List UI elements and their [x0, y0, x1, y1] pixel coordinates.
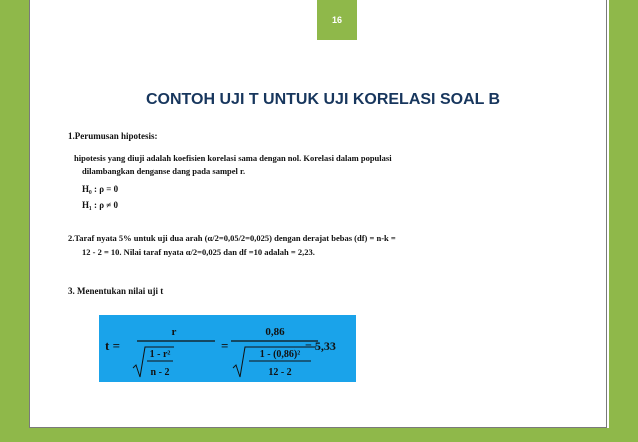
section2-line2: 12 - 2 = 10. Nilai taraf nyata α/2=0,025 dan df =10 adalah = 2,23.	[82, 247, 315, 257]
hypothesis-h0: H₀ : ρ = 0	[82, 184, 119, 194]
section2-line1: 2.Taraf nyata 5% untuk uji dua arah (α/2=0,05/2=0,025) dengan derajat bebas (df) = n-k =	[68, 233, 396, 243]
section1-line2: dilambangkan denganse dang pada sampel r.	[82, 166, 246, 176]
formula-denominator-symbol-bottom: n - 2	[150, 367, 170, 378]
hypothesis-h1: H₁ : ρ ≠ 0	[82, 200, 118, 210]
formula-numerator-symbol: r	[171, 326, 177, 338]
formula-denominator-symbol-top: 1 - r²	[149, 349, 171, 360]
slide-title: CONTOH UJI T UNTUK UJI KORELASI SOAL B	[146, 91, 501, 108]
formula-equals: =	[221, 338, 229, 353]
t-formula-box	[99, 315, 356, 382]
t-formula	[99, 315, 356, 382]
formula-result: = 5,33	[305, 339, 336, 353]
section1-line1: hipotesis yang diuji adalah koefisien korelasi sama dengan nol. Korelasi dalam populasi	[74, 153, 392, 163]
formula-denominator-value-bottom: 12 - 2	[268, 367, 292, 378]
section1-heading: 1.Perumusan hipotesis:	[68, 131, 158, 141]
section3-heading: 3. Menentukan nilai uji t	[68, 286, 164, 296]
formula-numerator-value: 0,86	[265, 326, 285, 338]
page-number-tab	[317, 0, 357, 40]
page-number: 16	[331, 15, 342, 25]
formula-denominator-value-top: 1 - (0,86)²	[259, 349, 301, 360]
formula-t-label: t =	[105, 338, 120, 353]
